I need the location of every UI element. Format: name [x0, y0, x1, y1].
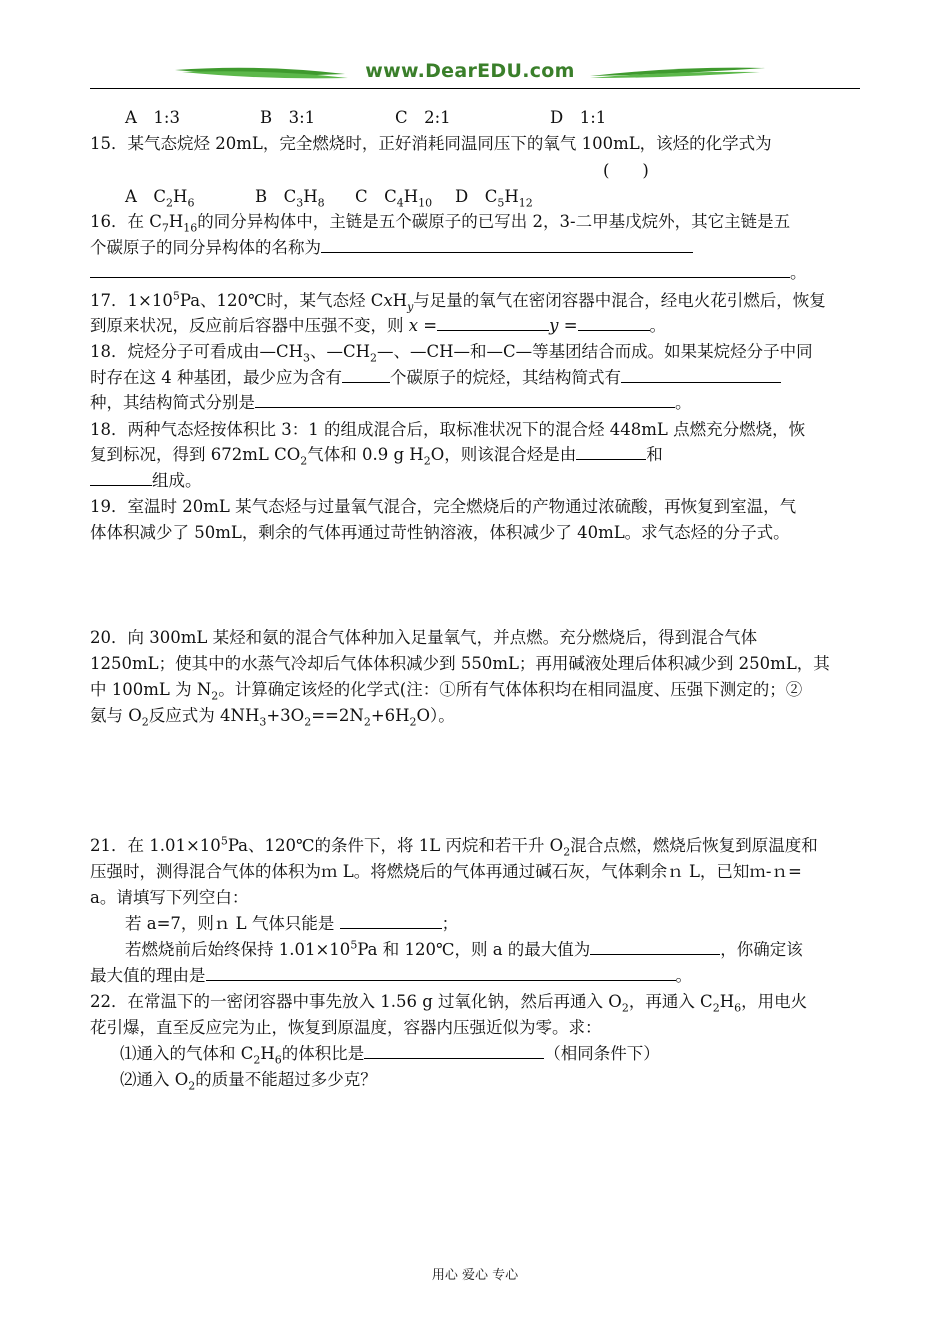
q16-line3: 。	[90, 259, 807, 283]
q18a-count-blank[interactable]	[621, 368, 781, 383]
q21-line6: 最大值的理由是 。	[90, 966, 692, 985]
q21-reason-blank[interactable]	[206, 966, 676, 981]
q18a-line1: 18．烷烃分子可看成由$—CH_3$、$—CH_2—$、—CH—和—C—等基团结合而成。如果某烷烃分子中同	[90, 342, 813, 365]
q17-line1: 17．$1\times 10^5Pa$、120℃时，某气态烃 CxH$_y$与足量的氧气在密闭容器中混合，经电火花引燃后，恢复	[90, 289, 826, 314]
page-footer: 用心 爱心 专心	[431, 1268, 519, 1283]
q21-line4: 若 a=7，则ｎ L 气体只能是 ；	[125, 914, 459, 933]
q17-line2: 到原来状况，反应前后容器中压强不变，则 x = y = 。	[90, 316, 667, 335]
q18a-structure-blank[interactable]	[255, 393, 675, 408]
q21-line2: 压强时，测得混合气体的体积为ｍ L。将燃烧后的气体再通过碱石灰，气体剩余ｎ L，已知ｍ-ｎ=	[90, 862, 802, 881]
q21-gas-blank[interactable]	[340, 914, 442, 929]
q20-line3: 中 100mL 为 $N_2$。计算确定该烃的化学式(注：①所有气体体积均在相同温度、压强下测定的；②	[90, 680, 803, 703]
option-a: A 1:3	[125, 108, 180, 127]
q22-line3: ⑴通入的气体和 $C_2H_6$的体积比是 （相同条件下）	[120, 1044, 660, 1067]
q15-answer-paren: ( )	[603, 161, 649, 180]
q18a-carbon-blank[interactable]	[342, 368, 390, 383]
site-name: www.DearEDU.com	[365, 60, 575, 82]
q17-x-blank[interactable]	[437, 316, 549, 331]
q15-options: A $C_2H_6$ B $C_3H_8$ C $C_4H_{10}$ D $C_5H_{12}$	[125, 187, 533, 210]
q16-blank-1[interactable]	[321, 238, 693, 253]
q16-line1: 16．在 $C_7H_{16}$的同分异构体中，主链是五个碳原子的已写出 2，3-二甲基戊烷外，其它主链是五	[90, 212, 791, 235]
q19-line2: 体体积减少了 50mL，剩余的气体再通过苛性钠溶液，体积减少了 40mL。求气态烃的分子式。	[90, 523, 790, 542]
q21-line3: a。请填写下列空白：	[90, 888, 249, 907]
option-d: D 1:1	[550, 108, 607, 127]
q15-text: 15．某气态烷烃 20mL，完全燃烧时，正好消耗同温同压下的氧气 100mL，该烃的化学式为	[90, 134, 772, 153]
q20-line1: 20．向 300mL 某烃和氨的混合气体种加入足量氧气，并点燃。充分燃烧后，得到混合气体	[90, 628, 758, 647]
q20-line4: 氨与 $O_2$反应式为 $4NH_3+3O_2==2N_2+6H_2O$）。	[90, 706, 455, 729]
option-c: C 2:1	[395, 108, 451, 127]
site-logo	[170, 58, 770, 88]
q22-line1: 22．在常温下的一密闭容器中事先放入 1.56 g 过氧化钠，然后再通入 $O_2$，再通入 $C_2H_6$，用电火	[90, 992, 808, 1015]
q22-line4: ⑵通入 $O_2$的质量不能超过多少克？	[120, 1070, 377, 1093]
q20-line2: 1250mL；使其中的水蒸气冷却后气体体积减少到 550mL；再用碱液处理后体积减少到 250mL，其	[90, 654, 830, 673]
q18a-line2: 时存在这 4 种基团，最少应为含有 个碳原子的烷烃，其结构简式有	[90, 364, 781, 388]
q18b-line1: 18．两种气态烃按体积比 3：1 的组成混合后，取标准状况下的混合烃 448mL 点燃充分燃烧，恢	[90, 420, 806, 439]
q14-options	[125, 104, 606, 128]
q21-max-blank[interactable]	[590, 940, 720, 955]
q21-line5: 若燃烧前后始终保持 $1.01\times 10^5Pa$ 和 120℃，则 a 的最大值为 ，你确定该	[125, 938, 803, 959]
q16-blank-2[interactable]	[90, 263, 790, 278]
q16-line2: 个碳原子的同分异构体的名称为	[90, 234, 693, 258]
header-rule	[90, 88, 860, 89]
option-b: B 3:1	[260, 108, 316, 127]
q21-line1: 21．在 $1.01\times 10^5Pa$、120℃的条件下，将 1L 丙烷和若干升 $O_2$混合点燃，燃烧后恢复到原温度和	[90, 834, 818, 859]
q17-y-blank[interactable]	[578, 316, 650, 331]
q18b-line3: 组成。	[90, 467, 202, 491]
q19-line1: 19．室温时 20mL 某气态烃与过量氧气混合，完全燃烧后的产物通过浓硫酸，再恢复到室温，气	[90, 497, 797, 516]
q18b-line2: 复到标况，得到 672mL $CO_2$气体和 0.9 g $H_2O$，则该混合烃是由 和	[90, 445, 663, 468]
q22-ratio-blank[interactable]	[364, 1044, 544, 1059]
q18b-blank-2[interactable]	[90, 471, 152, 486]
q18a-line3: 种，其结构简式分别是 。	[90, 393, 692, 412]
q18b-blank-1[interactable]	[576, 445, 646, 460]
q22-line2: 花引爆，直至反应完为止，恢复到原温度，容器内压强近似为零。求：	[90, 1018, 602, 1037]
